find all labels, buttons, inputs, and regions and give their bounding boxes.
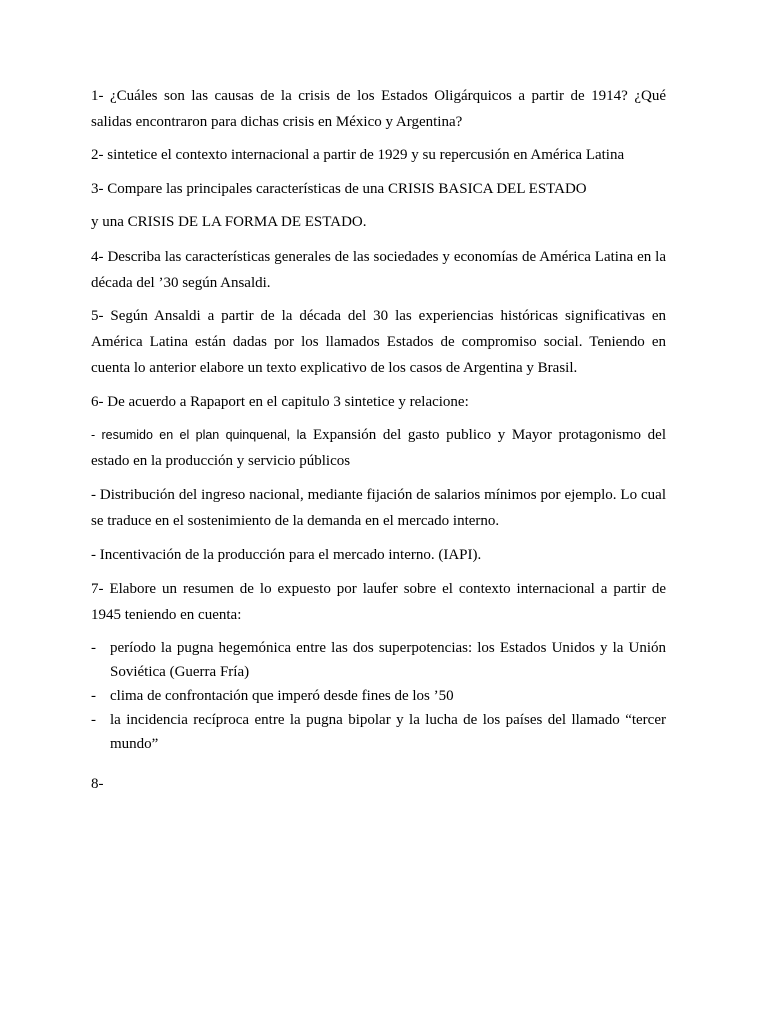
question-8: 8- [91, 776, 104, 792]
question-7: 7- Elabore un resumen de lo expuesto por laufer sobre el contexto internacional a partir de 1945 teniendo en cuenta: [91, 581, 666, 623]
question-6-item-3: - Incentivación de la producción para el mercado interno. (IAPI). [91, 547, 482, 563]
bullet-marker: - [91, 712, 96, 728]
question-5: 5- Según Ansaldi a partir de la década del 30 las experiencias históricas significativas en América Latina están dadas por los llamados Estados de compromiso social. Teniendo en cuenta lo anterior elabore un texto explicativo de los casos de Argentina y Brasil. [91, 308, 666, 376]
question-3-line-1: 3- Compare las principales características de una CRISIS BASICA DEL ESTADO [91, 181, 587, 197]
list-item-text: clima de confrontación que imperó desde fines de los ’50 [110, 688, 454, 704]
question-6-item-1-lead: - resumido en el plan quinquenal, la [91, 428, 307, 442]
question-6-item-2: - Distribución del ingreso nacional, mediante fijación de salarios mínimos por ejemplo. Lo cual se traduce en el sostenimiento de la demanda en el mercado interno. [91, 487, 666, 529]
list-item [91, 636, 666, 684]
list-item [91, 708, 666, 756]
question-1: 1- ¿Cuáles son las causas de la crisis de los Estados Oligárquicos a partir de 1914? ¿Qué salidas encontraron para dichas crisis en México y Argentina? [91, 88, 666, 130]
bullet-marker: - [91, 640, 96, 656]
question-2: 2- sintetice el contexto internacional a partir de 1929 y su repercusión en América Latina [91, 147, 625, 163]
question-6-item-1 [91, 422, 666, 474]
bullet-marker: - [91, 688, 96, 704]
question-4: 4- Describa las características generales de las sociedades y economías de América Latina en la década del ’30 según Ansaldi. [91, 249, 666, 291]
question-3-line-2: y una CRISIS DE LA FORMA DE ESTADO. [91, 214, 367, 230]
list-item-text: la incidencia recíproca entre la pugna bipolar y la lucha de los países del llamado “tercer mundo” [110, 712, 666, 752]
list-item [91, 684, 666, 708]
list-item-text: período la pugna hegemónica entre las dos superpotencias: los Estados Unidos y la Unión Soviética (Guerra Fría) [110, 640, 666, 680]
question-6: 6- De acuerdo a Rapaport en el capitulo 3 sintetice y relacione: [91, 394, 469, 410]
question-6-item-1-rest: Expansión del gasto publico y Mayor protagonismo del estado en la producción y servicio públicos [91, 427, 667, 469]
question-7-bullet-list [91, 636, 666, 756]
